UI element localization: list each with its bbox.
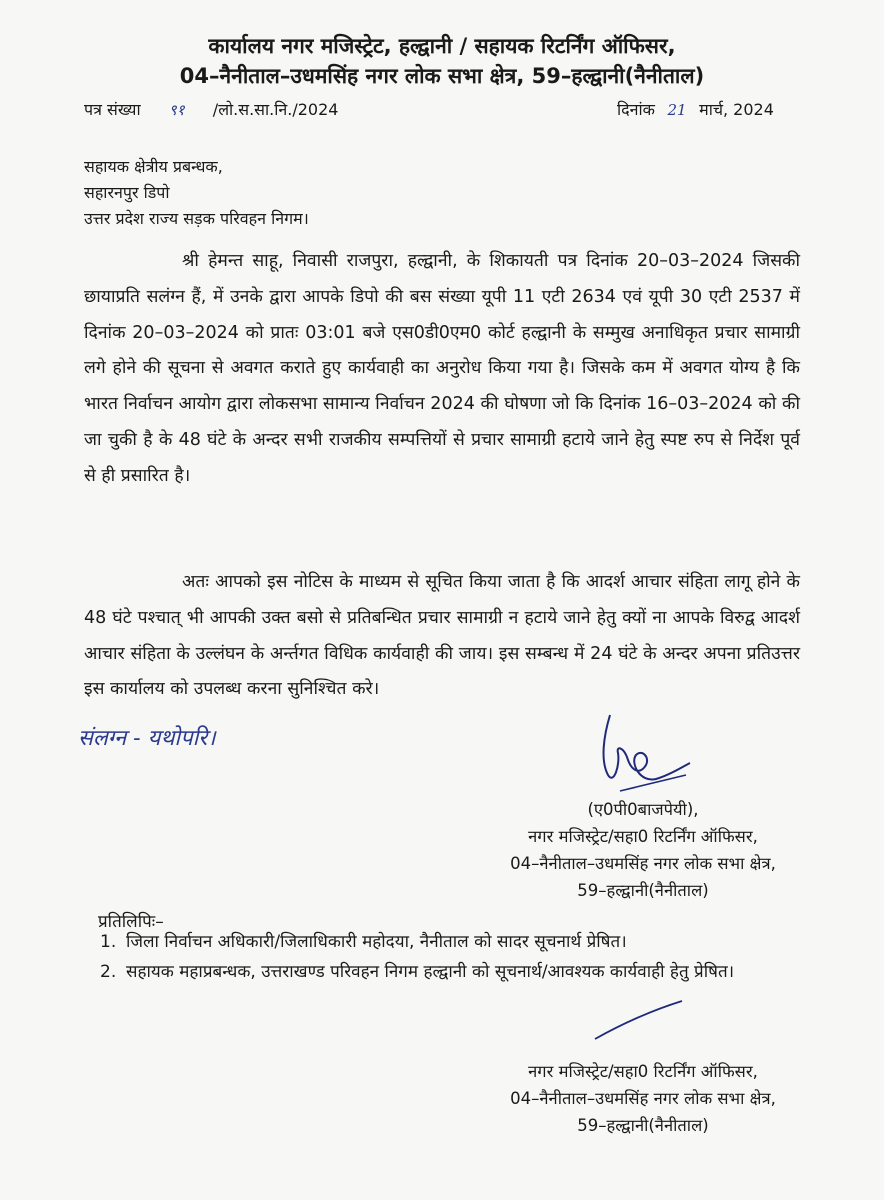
letter-number	[84, 98, 338, 120]
letter-number-label: पत्र संख्या	[84, 100, 141, 119]
signatory-place: 59–हल्द्वानी(नैनीताल)	[577, 881, 709, 900]
body-paragraph-2	[84, 565, 800, 708]
signatory-constituency: 04–नैनीताल–उधमसिंह नगर लोक सभा क्षेत्र,	[510, 854, 776, 873]
body-paragraph-2-text: अतः आपको इस नोटिस के माध्यम से सूचित किया जाता है कि आदर्श आचार संहिता लागू होने के 48 घंटे पश्चात् भी आपकी उक्त बसो से प्रतिबन्धित प्रचार सामाग्री न हटाये जाने हेतु क्यों ना आपके विरुद्व आदर्श आचार संहिता के उल्लंघन के अर्न्तगत विधिक कार्यवाही की जाय। इस सम्बन्ध में 24 घंटे के अन्दर अपना प्रतिउत्तर इस कार्यालय को उपलब्ध करना सुनिश्चित करे।	[84, 572, 800, 700]
copy-to-label: प्रतिलिपिः–	[98, 912, 164, 932]
date-label: दिनांक	[617, 100, 655, 119]
copy-to-item-1-text: जिला निर्वाचन अधिकारी/जिलाधिकारी महोदया, नैनीताल को सादर सूचनार्थ प्रेषित।	[126, 932, 627, 952]
signatory-block	[478, 796, 808, 904]
office-header-line1: कार्यालय नगर मजिस्ट्रेट, हल्द्वानी / सहायक रिटर्निंग ऑफिसर,	[208, 34, 676, 58]
signature-mark	[590, 705, 700, 800]
signatory-name: (ए0पी0बाजपेयी),	[587, 800, 699, 819]
letter-date	[617, 98, 774, 120]
recipient-line-3: उत्तर प्रदेश राज्य सड़क परिवहन निगम।	[84, 209, 309, 228]
copy-to-item-2-number: 2.	[100, 962, 117, 982]
footer-signatory-designation: नगर मजिस्ट्रेट/सहा0 रिटर्निंग ऑफिसर,	[528, 1062, 758, 1081]
office-header-line2: 04–नैनीताल–उधमसिंह नगर लोक सभा क्षेत्र, 59–हल्द्वानी(नैनीताल)	[179, 64, 705, 88]
recipient-line-1: सहायक क्षेत्रीय प्रबन्धक,	[84, 157, 223, 176]
letter-number-handwritten: ९१	[168, 101, 185, 119]
copy-to-item-1	[100, 927, 820, 957]
enclosure-note: संलग्न - यथोपरि।	[78, 726, 216, 751]
body-paragraph-1	[84, 244, 800, 495]
initial-mark	[590, 995, 690, 1045]
letter-number-suffix: /लो.स.सा.नि./2024	[212, 100, 339, 119]
footer-signatory-block	[478, 1058, 808, 1139]
date-suffix: मार्च, 2024	[699, 100, 774, 119]
copy-to-item-2-text: सहायक महाप्रबन्धक, उत्तराखण्ड परिवहन निगम हल्द्वानी को सूचनार्थ/आवश्यक कार्यवाही हेतु प्रेषित।	[126, 962, 735, 982]
recipient-line-2: सहारनपुर डिपो	[84, 183, 170, 202]
copy-to-item-1-number: 1.	[100, 932, 117, 952]
copy-to-item-2	[100, 957, 800, 987]
date-handwritten: 21	[667, 101, 687, 119]
footer-signatory-place: 59–हल्द्वानी(नैनीताल)	[577, 1116, 709, 1135]
body-paragraph-1-text: श्री हेमन्त साहू, निवासी राजपुरा, हल्द्वानी, के शिकायती पत्र दिनांक 20–03–2024 जिसकी छायाप्रति सलंग्न हैं, में उनके द्वारा आपके डिपो की बस संख्या यूपी 11 एटी 2634 एवं यूपी 30 एटी 2537 में दिनांक 20–03–2024 को प्रातः 03:01 बजे एस0डी0एम0 कोर्ट हल्द्वानी के सम्मुख अनाधिकृत प्रचार सामाग्री लगे होने की सूचना से अवगत कराते हुए कार्यवाही का अनुरोध किया गया है। जिसके कम में अवगत योग्य है कि भारत निर्वाचन आयोग द्वारा लोकसभा सामान्य निर्वाचन 2024 की घोषणा जो कि दिनांक 16–03–2024 को की जा चुकी है के 48 घंटे के अन्दर सभी राजकीय सम्पत्तियों से प्रचार सामाग्री हटाये जाने हेतु स्पष्ट रुप से निर्देश पूर्व से ही प्रसारित है।	[84, 251, 800, 486]
signatory-designation: नगर मजिस्ट्रेट/सहा0 रिटर्निंग ऑफिसर,	[528, 827, 758, 846]
footer-signatory-constituency: 04–नैनीताल–उधमसिंह नगर लोक सभा क्षेत्र,	[510, 1089, 776, 1108]
